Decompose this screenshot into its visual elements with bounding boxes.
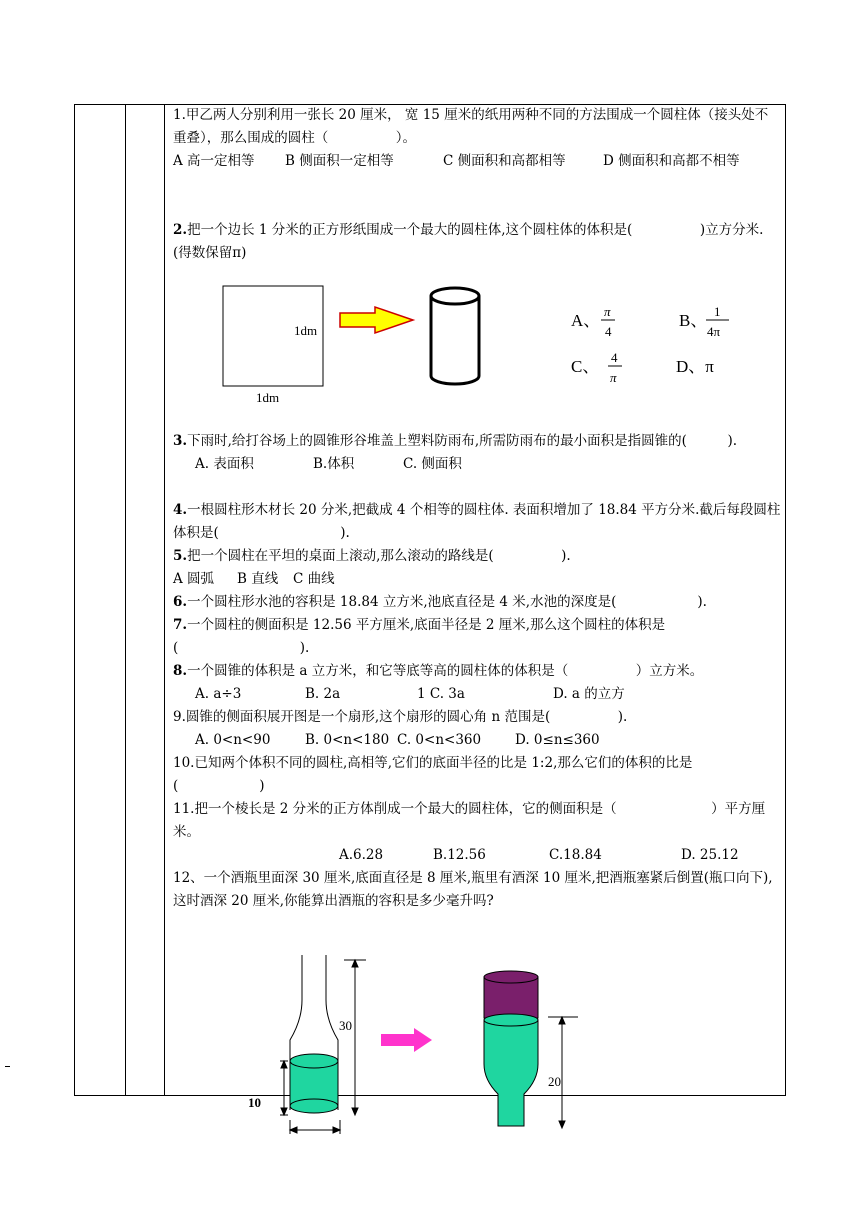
q11-option-b: B.12.56 bbox=[433, 847, 486, 863]
q11-option-d: D. 25.12 bbox=[681, 847, 739, 863]
q12-text: 12、一个酒瓶里面深 30 厘米,底面直径是 8 厘米,瓶里有酒深 10 厘米,把酒瓶塞紧后倒置(瓶口向下),这时酒深 20 厘米,你能算出酒瓶的容积是多少毫升吗? bbox=[173, 870, 773, 909]
q2-option-a-numerator: π bbox=[604, 304, 611, 319]
q2-option-a-denominator: 4 bbox=[605, 324, 612, 339]
label-20: 20 bbox=[548, 1074, 561, 1089]
dimension-width bbox=[290, 1120, 340, 1134]
q10-text: 10.已知两个体积不同的圆柱,高相等,它们的底面半径的比是 1:2,那么它们的体积的比是( ) bbox=[173, 755, 693, 794]
q9-option-d: D. 0≤n≤360 bbox=[515, 732, 600, 748]
inverted-bottle-icon bbox=[484, 971, 538, 1126]
q8-number: 8. bbox=[173, 663, 188, 679]
q9-option-a: A. 0<n<90 bbox=[195, 732, 271, 748]
q9-text: 9.圆锥的侧面积展开图是一个扇形,这个扇形的圆心角 n 范围是( ). bbox=[173, 709, 628, 725]
q3-option-c: C. 侧面积 bbox=[403, 456, 462, 472]
q7-body: 一个圆柱的侧面积是 12.56 平方厘米,底面半径是 2 厘米,那么这个圆柱的体积是( ). bbox=[173, 617, 666, 656]
q2-option-b-label: B、 bbox=[679, 311, 708, 330]
q2-option-b-numerator: 1 bbox=[714, 304, 721, 319]
q5-option-c: C 曲线 bbox=[293, 571, 335, 587]
q4-body: 一根圆柱形木材长 20 分米,把截成 4 个相等的圆柱体. 表面积增加了 18.84 平方分米.截后每段圆柱体积是( ). bbox=[173, 502, 781, 541]
q6-number: 6. bbox=[173, 594, 188, 610]
q11-option-c: C.18.84 bbox=[549, 847, 602, 863]
q1-option-d: D 侧面积和高都不相等 bbox=[603, 153, 740, 169]
q8-option-a: A. a÷3 bbox=[195, 686, 242, 702]
q2-option-d: D、π bbox=[676, 357, 714, 376]
dimension-20 bbox=[548, 1017, 578, 1128]
q8-body: 一个圆锥的体积是 a 立方米，和它等底等高的圆柱体的体积是（ ）立方米。 bbox=[187, 663, 704, 679]
q3-option-a: A. 表面积 bbox=[195, 456, 254, 472]
q8-option-d: D. a 的立方 bbox=[553, 686, 625, 702]
upright-bottle-icon bbox=[290, 955, 338, 1113]
square-side-label: 1dm bbox=[294, 323, 318, 338]
q5-body: 把一个圆柱在平坦的桌面上滚动,那么滚动的路线是( ). bbox=[187, 548, 571, 564]
q3-body: 下雨时,给打谷场上的圆锥形谷堆盖上塑料防雨布,所需防雨布的最小面积是指圆锥的( ). bbox=[187, 433, 737, 449]
q9-option-c: C. 0<n<360 bbox=[397, 732, 482, 748]
q1-text: 1.甲乙两人分别利用一张长 20 厘米， 宽 15 厘米的纸用两种不同的方法围成一个圆柱体（接头处不重叠），那么围成的圆柱（ ）。 bbox=[173, 107, 769, 146]
q11-option-a: A.6.28 bbox=[339, 847, 384, 863]
q8-option-b: B. 2a bbox=[305, 686, 341, 702]
q6-body: 一个圆柱形水池的容积是 18.84 立方米,池底直径是 4 米,水池的深度是( ). bbox=[187, 594, 707, 610]
q2-number: 2. bbox=[173, 222, 188, 238]
q7-number: 7. bbox=[173, 617, 188, 633]
label-30: 30 bbox=[339, 1018, 352, 1033]
pink-arrow-icon bbox=[381, 1028, 432, 1052]
label-10: 10 bbox=[248, 1095, 261, 1110]
q9-option-b: B. 0<n<180 bbox=[305, 732, 390, 748]
q2-option-a-label: A、 bbox=[571, 311, 601, 330]
dimension-10 bbox=[280, 1061, 288, 1115]
q1-option-a: A 高一定相等 bbox=[173, 153, 255, 169]
square-bottom-label: 1dm bbox=[256, 390, 280, 405]
q2-option-b-denominator: 4π bbox=[707, 324, 721, 339]
q1-option-b: B 侧面积一定相等 bbox=[285, 153, 394, 169]
q3-number: 3. bbox=[173, 433, 188, 449]
q2-option-c-denominator: π bbox=[610, 370, 617, 385]
dimension-30 bbox=[344, 960, 366, 1115]
q5-option-a: A 圆弧 bbox=[173, 571, 215, 587]
q2-option-c-label: C、 bbox=[571, 357, 600, 376]
q2-option-c-numerator: 4 bbox=[611, 350, 618, 365]
q2-body: 把一个边长 1 分米的正方形纸围成一个最大的圆柱体,这个圆柱体的体积是( )立方分米.(得数保留π) bbox=[173, 222, 764, 261]
q4-number: 4. bbox=[173, 502, 188, 518]
q11-text: 11.把一个棱长是 2 分米的正方体削成一个最大的圆柱体，它的侧面积是（ ）平方厘米。 bbox=[173, 801, 766, 840]
q5-option-b: B 直线 bbox=[237, 571, 279, 587]
q3-option-b: B.体积 bbox=[313, 456, 355, 472]
q8-option-c: 1 C. 3a bbox=[417, 686, 465, 702]
q5-number: 5. bbox=[173, 548, 188, 564]
q1-option-c: C 侧面积和高都相等 bbox=[443, 153, 566, 169]
